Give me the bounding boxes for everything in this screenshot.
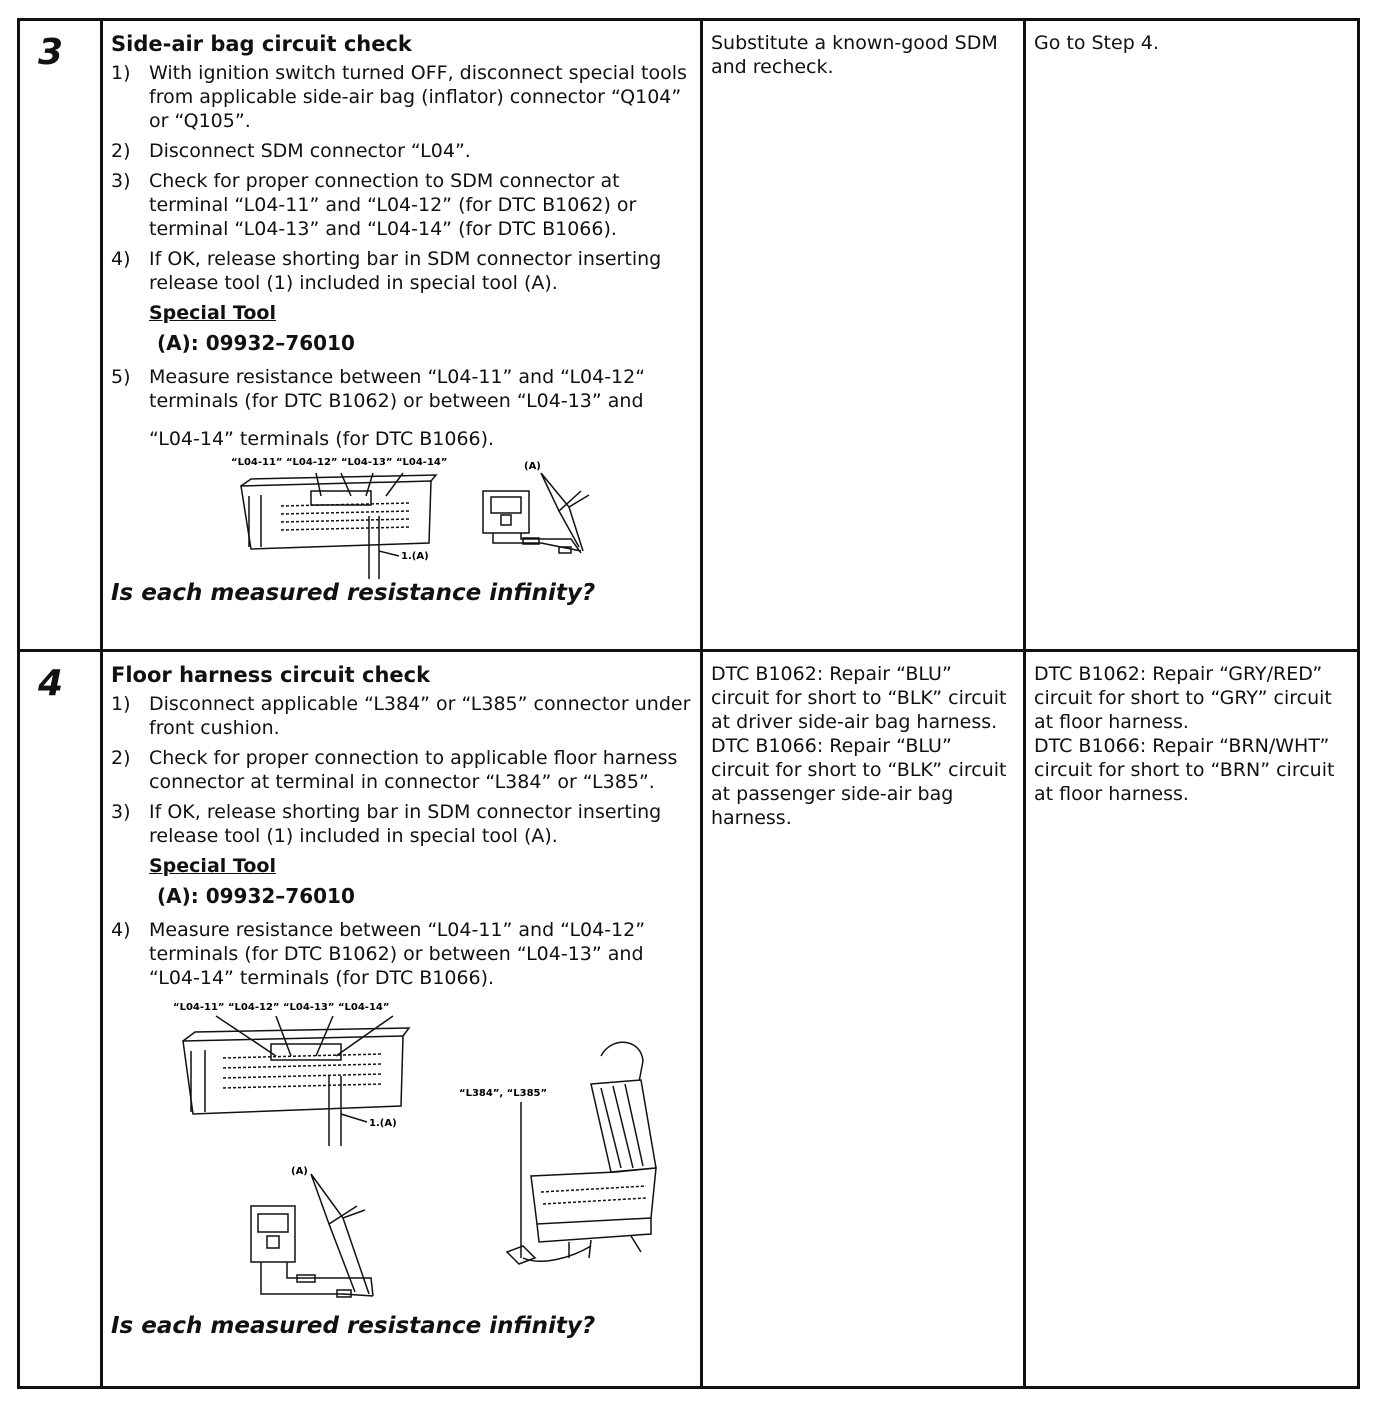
step-question: Is each measured resistance infinity?: [111, 580, 596, 606]
special-tool-code: (A): 09932–76010: [157, 331, 355, 355]
yes-result-cell: [702, 651, 1025, 1388]
special-tool-code: (A): 09932–76010: [157, 884, 355, 908]
item-text: Measure resistance between “L04-11” and “L04-12” terminals (for DTC B1062) or between “L04-13” and “L04-14” terminals (for DTC B1066).: [149, 919, 646, 989]
special-tool-label: Special Tool: [149, 302, 276, 324]
item-number: 2): [111, 747, 131, 769]
list-item: [111, 365, 692, 413]
terminal-labels: “L04-11” “L04-12” “L04-13” “L04-14”: [173, 1002, 390, 1013]
special-tool-block: [149, 301, 692, 355]
sdm-connector-icon: [183, 1016, 409, 1114]
ohmmeter-icon: [483, 473, 589, 553]
item-text: If OK, release shorting bar in SDM connector inserting release tool (1) included in special tool (A).: [149, 801, 662, 847]
meter-label: (A): [291, 1166, 308, 1177]
item-text: Check for proper connection to applicable floor harness connector at terminal in connector “L384” or “L385”.: [149, 747, 678, 793]
item-text: If OK, release shorting bar in SDM connector inserting release tool (1) included in special tool (A).: [149, 248, 662, 294]
item-continuation: “L04-14” terminals (for DTC B1066).: [149, 428, 495, 450]
no-result-cell: [1025, 651, 1359, 1388]
item-number: 1): [111, 693, 131, 715]
list-item: [111, 800, 692, 848]
item-number: 1): [111, 62, 131, 84]
item-number: 4): [111, 919, 131, 941]
item-number: 2): [111, 140, 131, 162]
ohmmeter-icon: [251, 1174, 373, 1297]
table-row-step-3: [19, 20, 1359, 651]
no-result-cell: [1025, 20, 1359, 651]
item-text: With ignition switch turned OFF, disconnect special tools from applicable side-air bag (inflator) connector “Q104” or “Q105”.: [149, 62, 687, 132]
sdm-connector-figure: [111, 451, 692, 579]
special-tool-label: Special Tool: [149, 855, 276, 877]
table-row-step-4: [19, 651, 1359, 1388]
yes-result-text: Substitute a known-good SDM and recheck.: [711, 32, 998, 78]
item-number: 3): [111, 170, 131, 192]
tool-label: 1.(A): [401, 551, 429, 562]
sdm-connector-icon: [241, 473, 436, 549]
terminal-labels: “L04-11” “L04-12” “L04-13” “L04-14”: [231, 457, 448, 468]
step-cell: [19, 20, 102, 651]
floor-harness-figure: [111, 996, 692, 1312]
step-number: 3: [38, 32, 64, 73]
special-tool-block: [149, 854, 692, 908]
item-text: Disconnect applicable “L384” or “L385” connector under front cushion.: [149, 693, 691, 739]
item-number: 3): [111, 801, 131, 823]
list-item: [111, 692, 692, 740]
meter-label: (A): [524, 461, 541, 472]
step-cell: [19, 651, 102, 1388]
step-title: Floor harness circuit check: [111, 663, 431, 687]
no-result-text: Go to Step 4.: [1034, 32, 1159, 54]
seat-connector-label: “L384”, “L385”: [459, 1088, 548, 1099]
action-cell: [102, 20, 702, 651]
list-item: [111, 918, 692, 990]
list-item: [111, 139, 692, 163]
item-number: 4): [111, 248, 131, 270]
item-text: Disconnect SDM connector “L04”.: [149, 140, 471, 162]
yes-result-text: DTC B1062: Repair “BLU” circuit for short to “BLK” circuit at driver side-air bag harness. DTC B1066: Repair “BLU” circuit for short to “BLK” circuit at passenger side-air bag harness.: [711, 663, 1007, 829]
no-result-text: DTC B1062: Repair “GRY/RED” circuit for short to “GRY” circuit at floor harness. DTC B1066: Repair “BRN/WHT” circuit for short to “BRN” circuit at floor harness.: [1034, 663, 1335, 805]
action-cell: [102, 651, 702, 1388]
list-item: [111, 746, 692, 794]
diagnostic-table: [17, 18, 1360, 1389]
step-question: Is each measured resistance infinity?: [111, 1313, 596, 1339]
list-item: [111, 247, 692, 295]
seat-icon: [507, 1042, 656, 1264]
step-number: 4: [38, 663, 64, 704]
list-item: [111, 61, 692, 133]
list-item: [111, 169, 692, 241]
yes-result-cell: [702, 20, 1025, 651]
step-title: Side-air bag circuit check: [111, 32, 412, 56]
item-number: 5): [111, 366, 131, 388]
tool-label: 1.(A): [369, 1118, 397, 1129]
item-text: Measure resistance between “L04-11” and “L04-12“ terminals (for DTC B1062) or between “L04-13” and: [149, 366, 646, 412]
item-text: Check for proper connection to SDM connector at terminal “L04-11” and “L04-12” (for DTC B1062) or terminal “L04-13” and “L04-14” (for DTC B1066).: [149, 170, 637, 240]
